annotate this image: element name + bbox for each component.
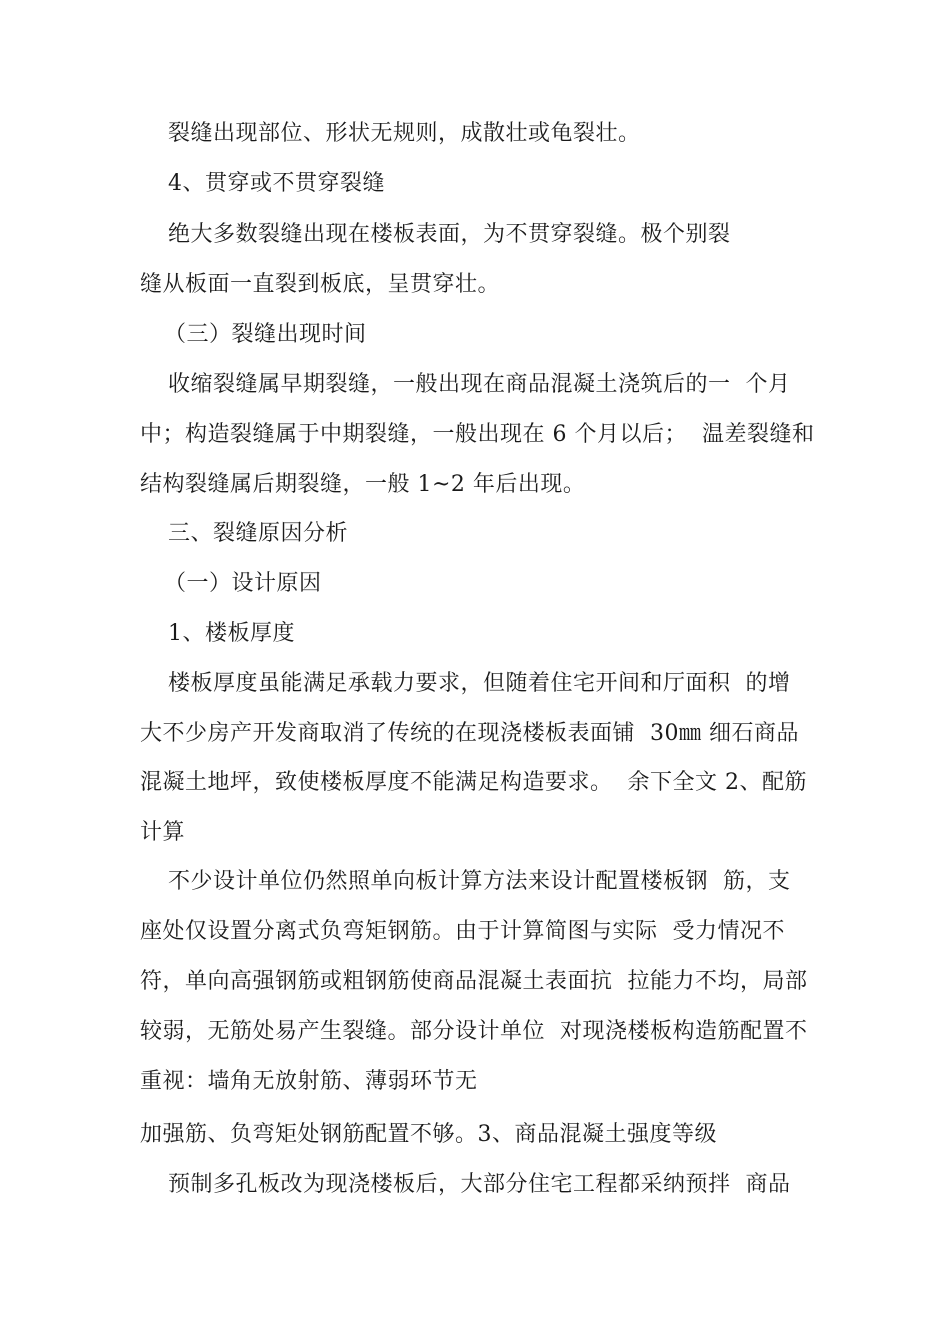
- section-heading: （一）设计原因: [164, 571, 322, 596]
- paragraph-line: 楼板厚度虽能满足承载力要求，但随着住宅开间和厅面积 的增: [168, 671, 791, 696]
- paragraph-line: 混凝土地坪，致使楼板厚度不能满足构造要求。 余下全文 2、配筋: [140, 770, 807, 795]
- paragraph-line: 座处仅设置分离式负弯矩钢筋。由于计算简图与实际 受力情况不: [140, 919, 785, 944]
- paragraph-line: 裂缝出现部位、形状无规则，成散壮或龟裂壮。: [168, 121, 641, 146]
- paragraph-line: 收缩裂缝属早期裂缝，一般出现在商品混凝土浇筑后的一 个月: [168, 372, 791, 397]
- section-heading: （三）裂缝出现时间: [164, 322, 367, 347]
- paragraph-line: 大不少房产开发商取消了传统的在现浇楼板表面铺 30㎜ 细石商品: [140, 721, 799, 746]
- paragraph-line: 结构裂缝属后期裂缝，一般 1~2 年后出现。: [140, 472, 586, 497]
- paragraph-line: 较弱，无筋处易产生裂缝。部分设计单位 对现浇楼板构造筋配置不: [140, 1019, 808, 1044]
- section-heading: 1、楼板厚度: [168, 621, 295, 646]
- paragraph-line: 计算: [140, 820, 186, 845]
- paragraph-line: 符，单向高强钢筋或粗钢筋使商品混凝土表面抗 拉能力不均，局部: [140, 969, 808, 994]
- paragraph-line: 预制多孔板改为现浇楼板后，大部分住宅工程都采纳预拌 商品: [168, 1172, 791, 1197]
- paragraph-line: 不少设计单位仍然照单向板计算方法来设计配置楼板钢 筋，支: [168, 869, 791, 894]
- paragraph-line: 缝从板面一直裂到板底，呈贯穿壮。: [140, 272, 501, 297]
- section-heading: 4、贯穿或不贯穿裂缝: [168, 171, 385, 196]
- paragraph-line: 绝大多数裂缝出现在楼板表面，为不贯穿裂缝。极个别裂: [168, 222, 731, 247]
- paragraph-line: 加强筋、负弯矩处钢筋配置不够。3、商品混凝土强度等级: [140, 1122, 717, 1147]
- paragraph-line: 中；构造裂缝属于中期裂缝，一般出现在 6 个月以后； 温差裂缝和: [140, 422, 815, 447]
- section-heading: 三、裂缝原因分析: [168, 521, 349, 546]
- paragraph-line: 重视：墙角无放射筋、薄弱环节无: [140, 1069, 478, 1094]
